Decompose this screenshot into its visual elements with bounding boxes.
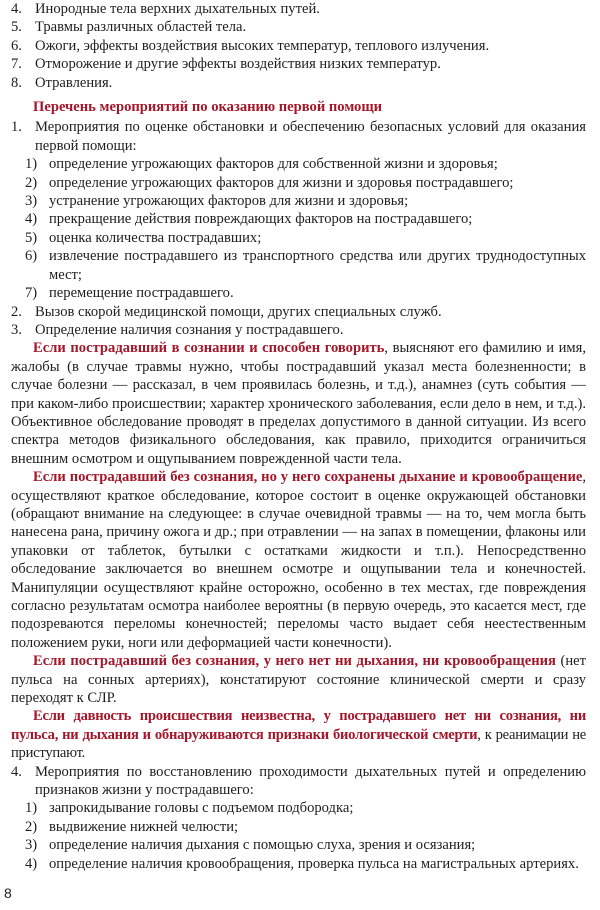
highlight-unconscious-breathing: Если пострадавший без сознания, но у него сохранены дыхание и кровообращение bbox=[33, 469, 583, 486]
list-item-4: 4. Мероприятия по восстановлению проходимости дыхательных путей и определению признаков жизни у пострадавшего: bbox=[11, 763, 586, 799]
list-item: 7. Отморожение и другие эффекты воздействия низких температур. bbox=[11, 56, 441, 73]
section-heading: Перечень мероприятий по оказанию первой помощи bbox=[33, 99, 383, 116]
highlight-clinical-death: Если пострадавший без сознания, у него нет ни дыхания, ни кровообращения bbox=[33, 653, 556, 670]
list-item: 8. Отравления. bbox=[11, 74, 113, 91]
sublist-4 bbox=[11, 799, 586, 873]
sublist-item: 1) определение угрожающих факторов для собственной жизни и здоровья; bbox=[25, 156, 498, 173]
sublist-item: 2) определение угрожающих факторов для жизни и здоровья пострадавшего; bbox=[25, 174, 514, 191]
sublist-item: 4) определение наличия кровообращения, проверка пульса на магистральных артериях. bbox=[25, 855, 579, 872]
sublist-item: 7) перемещение пострадавшего. bbox=[25, 285, 234, 302]
list-item: 6. Ожоги, эффекты воздействия высоких температур, теплового излучения. bbox=[11, 37, 490, 54]
sublist-item: 4) прекращение действия повреждающих факторов на пострадавшего; bbox=[25, 211, 473, 228]
list-item-2: 2. Вызов скорой медицинской помощи, других специальных служб. bbox=[11, 303, 442, 320]
sublist-item: 6) извлечение пострадавшего из транспортного средства или других труднодоступных мест; bbox=[25, 248, 586, 283]
sublist-item: 1) запрокидывание головы с подъемом подбородка; bbox=[25, 800, 354, 817]
paragraph-biological-death: Если давность происшествия неизвестна, у пострадавшего нет ни сознания, ни пульса, ни дыхания и обнаруживаются признаки биологической смерти, к реанимации не приступают. bbox=[11, 708, 586, 762]
highlight-conscious: Если пострадавший в сознании и способен говорить bbox=[33, 340, 385, 357]
sublist-1 bbox=[11, 155, 586, 302]
top-list bbox=[11, 0, 586, 92]
highlight-biological-death: Если давность происшествия неизвестна, у пострадавшего нет ни сознания, ни пульса, ни дыхания и обнаруживаются признаки биологической смерти bbox=[11, 708, 586, 743]
list-item: 4. Инородные тела верхних дыхательных путей. bbox=[11, 1, 320, 17]
paragraph-clinical-death: Если пострадавший без сознания, у него нет ни дыхания, ни кровообращения (нет пульса на сонных артериях), констатируют состояние клинической смерти и сразу переходят к СЛР. bbox=[11, 653, 586, 707]
paragraph-conscious: Если пострадавший в сознании и способен говорить, выясняют его фамилию и имя, жалобы (в случае травмы нужно, чтобы пострадавший указал места болезненности; в случае болезни — рассказал, в чем проявилась болезнь, и т.д.), анамнез (суть события — при каком-либо происшествии; характер хронического заболевания, если дело в нем, и т.д.). Объективное обследование проводят в пределах допустимого в данной ситуации. Из всего спектра методов физикального обследования, как правило, приходится ограничиться внешним осмотром и ощупыванием поврежденной части тела. bbox=[11, 340, 586, 467]
list-item-3: 3. Определение наличия сознания у пострадавшего. bbox=[11, 321, 344, 338]
sublist-item: 2) выдвижение нижней челюсти; bbox=[25, 818, 239, 835]
page-number: 8 bbox=[4, 885, 12, 901]
list-item-1: 1. Мероприятия по оценке обстановки и обеспечению безопасных условий для оказания первой помощи: bbox=[11, 119, 586, 154]
sublist-item: 3) определение наличия дыхания с помощью слуха, зрения и осязания; bbox=[25, 837, 476, 854]
paragraph-unconscious-breathing: Если пострадавший без сознания, но у него сохранены дыхание и кровообращение, осуществляют краткое обследование, которое состоит в оценке окружающей обстановки (обращают внимание на следующее: в случае очевидной травмы — на то, чем могла быть нанесена рана, причину ожога и др.; при отравлении — на запах в помещении, флаконы или упаковки от таблеток, бутылки с остатками жидкости и т.п.). Непосредственно обследование заключается во внешнем осмотре и ощупывании тела и конечностей. Манипуляции осуществляют крайне осторожно, особенно в тех местах, где повреждения согласно результатам осмотра наиболее вероятны (в первую очередь, это касается мест, где подозреваются переломы конечностей; переломы часто выдает себя неестественным положением руки, ноги или деформацией части конечности). bbox=[11, 469, 586, 651]
list-item: 5. Травмы различных областей тела. bbox=[11, 19, 247, 36]
sublist-item: 5) оценка количества пострадавших; bbox=[25, 229, 262, 246]
sublist-item: 3) устранение угрожающих факторов для жизни и здоровья; bbox=[25, 193, 409, 210]
